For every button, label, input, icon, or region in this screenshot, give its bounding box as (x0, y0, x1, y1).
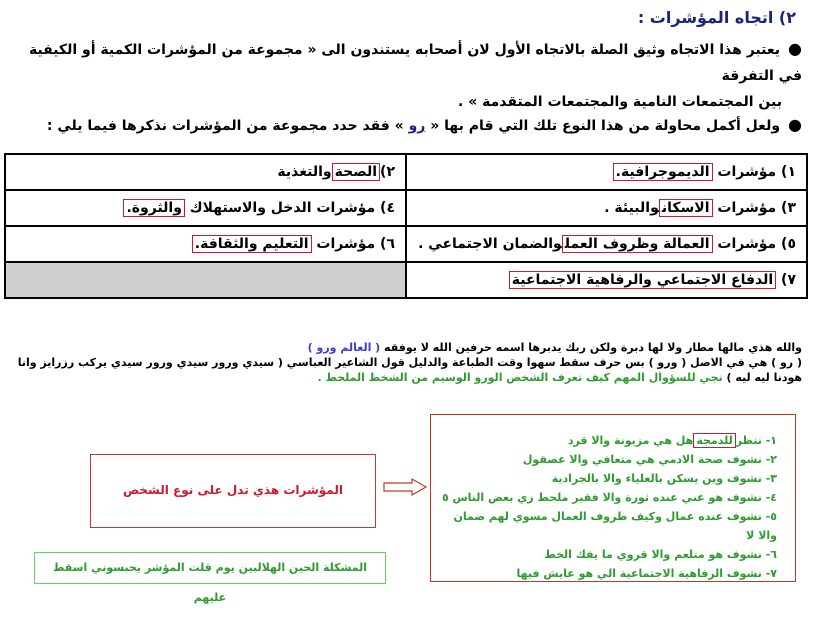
table-row (5, 154, 807, 190)
table-row (5, 262, 807, 298)
indicator-list-box (430, 414, 796, 582)
list-item: ٥- نشوف عنده عمال وكيف ظروف العمال مسوي لهم ضمان والا لا (453, 510, 777, 542)
cell-indicator-5: ٥) مؤشرات العمالة وظروف العملوالضمان الاجتماعي . (406, 226, 807, 262)
note-line-2: ( رو ) هي في الاصل ( ورو ) بس حرف سقط سهوا وقت الطباعة والدليل قول الشاعير العباسي ( سيدي ورور سيدي ورور سيدي يركب رزرايز وانا (17, 356, 802, 369)
highlight-box: الدفاع الاجتماعي والرفاهية الاجتماعية (509, 271, 776, 289)
table-row (5, 226, 807, 262)
bullet-1 (10, 36, 802, 115)
list-item: ٧- نشوف الرفاهية الاجتماعية الي هو عايش فيها (516, 567, 777, 580)
note-line-1: والله هذي مالها مطار ولا لها دبرة ولكن ربك يدبرها اسمه حرفين الله لا يوفقه ( العالم ورو ) (307, 341, 802, 354)
bullet-1-line-1: يعتبر هذا الاتجاه وثيق الصلة بالاتجاه الأول لان أصحابه يستندون الى « مجموعة من المؤشرات الكمية أو الكيفية في التفرقة (28, 42, 802, 84)
conclusion-box (90, 454, 376, 528)
cell-indicator-6: ٦) مؤشرات التعليم والثقافة. (5, 226, 406, 262)
indicator-list (435, 431, 777, 583)
notes-block (10, 340, 802, 385)
cell-indicator-2: ٢)الصحةوالتغذية (5, 154, 406, 190)
cell-indicator-1: ١) مؤشرات الديموجرافية. (406, 154, 807, 190)
ro-link[interactable]: رو (408, 118, 426, 134)
indicators-table (4, 153, 808, 299)
list-item: ١- ننظرللدمجةهل هي مزيونة والا قرد (567, 434, 777, 447)
cell-indicator-4: ٤) مؤشرات الدخل والاستهلاك والثروة. (5, 190, 406, 226)
highlight-box: التعليم والثقافة. (192, 235, 312, 253)
bullet-dot-icon: ● (788, 39, 802, 58)
highlight-box: للدمجة (693, 433, 735, 448)
highlight-box: الاسكان (659, 199, 713, 217)
list-item: ٤- نشوف هو غني عنده ثورة والا فقير ملحط زي بعض الناس ٥ (441, 491, 777, 504)
cell-indicator-3: ٣) مؤشرات الاسكانوالبيئة . (406, 190, 807, 226)
bullet-dot-icon: ● (788, 115, 802, 134)
list-item: ٢- نشوف صحة الادمي هي متعافي والا عصقول (522, 453, 777, 466)
bullet-1-line-2: بين المجتمعات النامية والمجتمعات المتقدمة » . (458, 94, 782, 110)
bullet-2 (10, 112, 802, 139)
right-arrow-icon (382, 477, 430, 497)
empty-grey-cell (5, 262, 406, 298)
list-item: ٣- نشوف وين يسكن بالعلياء والا بالجرادية (551, 472, 777, 485)
highlight-box: الصحة (332, 163, 380, 181)
conclusion-text: المؤشرات هذي تدل على نوع الشخص (123, 483, 343, 497)
section-heading: ٢) اتجاه المؤشرات : (637, 8, 796, 27)
note-line-3: هودنا ليه ليه ) نجي للسؤوال المهم كيف تعرف الشخص الورو الوسيم من الشخط الملحط . (317, 371, 802, 384)
cell-indicator-7: ٧) الدفاع الاجتماعي والرفاهية الاجتماعية (406, 262, 807, 298)
highlight-box: العمالة وظروف العمل (562, 235, 713, 253)
list-item: ٦- نشوف هو متلعم والا قروي ما يفك الخط (544, 548, 777, 561)
highlight-box: والثروة. (123, 199, 184, 217)
bullet-2-pre: ولعل أكمل محاولة من هذا النوع تلك التي قام بها « (425, 118, 781, 134)
green-note-box: المشكلة الحين الهلالبين يوم قلت المؤشر يحبسوني اسقط عليهم (34, 552, 386, 584)
highlight-box: الديموجرافية. (613, 163, 713, 181)
bullet-2-post: » فقد حدد مجموعة من المؤشرات نذكرها فيما يلي : (46, 118, 409, 134)
table-row (5, 190, 807, 226)
